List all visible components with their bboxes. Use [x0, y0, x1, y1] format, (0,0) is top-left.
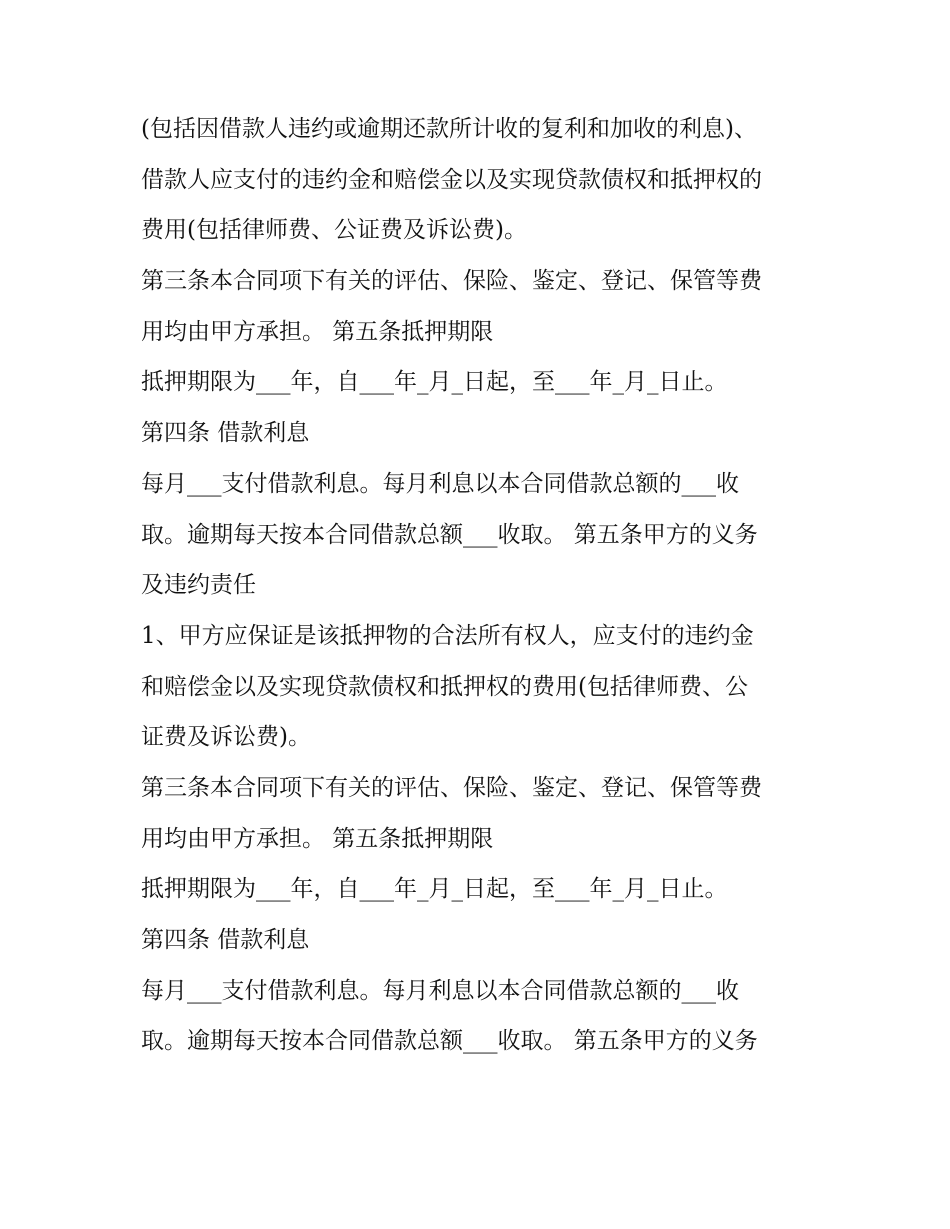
section-heading: 第四条 借款利息: [141, 927, 310, 953]
text-line: 用均由甲方承担。 第五条抵押期限: [141, 825, 494, 852]
document-body: [141, 104, 821, 1067]
text-line: 每月___支付借款利息。每月利息以本合同借款总额的___收: [141, 470, 739, 497]
text-line: 每月___支付借款利息。每月利息以本合同借款总额的___收: [141, 977, 739, 1004]
text-line: 抵押期限为___年，自___年_月_日起，至___年_月_日止。: [141, 369, 728, 396]
text-line: 借款人应支付的违约金和赔偿金以及实现贷款债权和抵押权的: [141, 166, 762, 193]
text-line: (包括因借款人违约或逾期还款所计收的复利和加收的利息)、: [141, 116, 757, 142]
text-line: 证费及诉讼费)。: [141, 724, 311, 751]
text-line: 用均由甲方承担。 第五条抵押期限: [141, 318, 494, 345]
text-line: 及违约责任: [141, 572, 256, 599]
text-line: 取。逾期每天按本合同借款总额___收取。 第五条甲方的义务: [141, 1028, 758, 1055]
text-line: 和赔偿金以及实现贷款债权和抵押权的费用(包括律师费、公: [141, 673, 748, 700]
text-line: 第三条本合同项下有关的评估、保险、鉴定、登记、保管等费: [141, 268, 762, 295]
text-line: 1、甲方应保证是该抵押物的合法所有权人，应支付的违约金: [141, 622, 754, 649]
text-line: 第三条本合同项下有关的评估、保险、鉴定、登记、保管等费: [141, 774, 762, 801]
text-line: 抵押期限为___年，自___年_月_日起，至___年_月_日止。: [141, 876, 728, 903]
text-line: 费用(包括律师费、公证费及诉讼费)。: [141, 217, 527, 244]
section-heading: 第四条 借款利息: [141, 420, 310, 447]
text-line: 取。逾期每天按本合同借款总额___收取。 第五条甲方的义务: [141, 521, 758, 548]
